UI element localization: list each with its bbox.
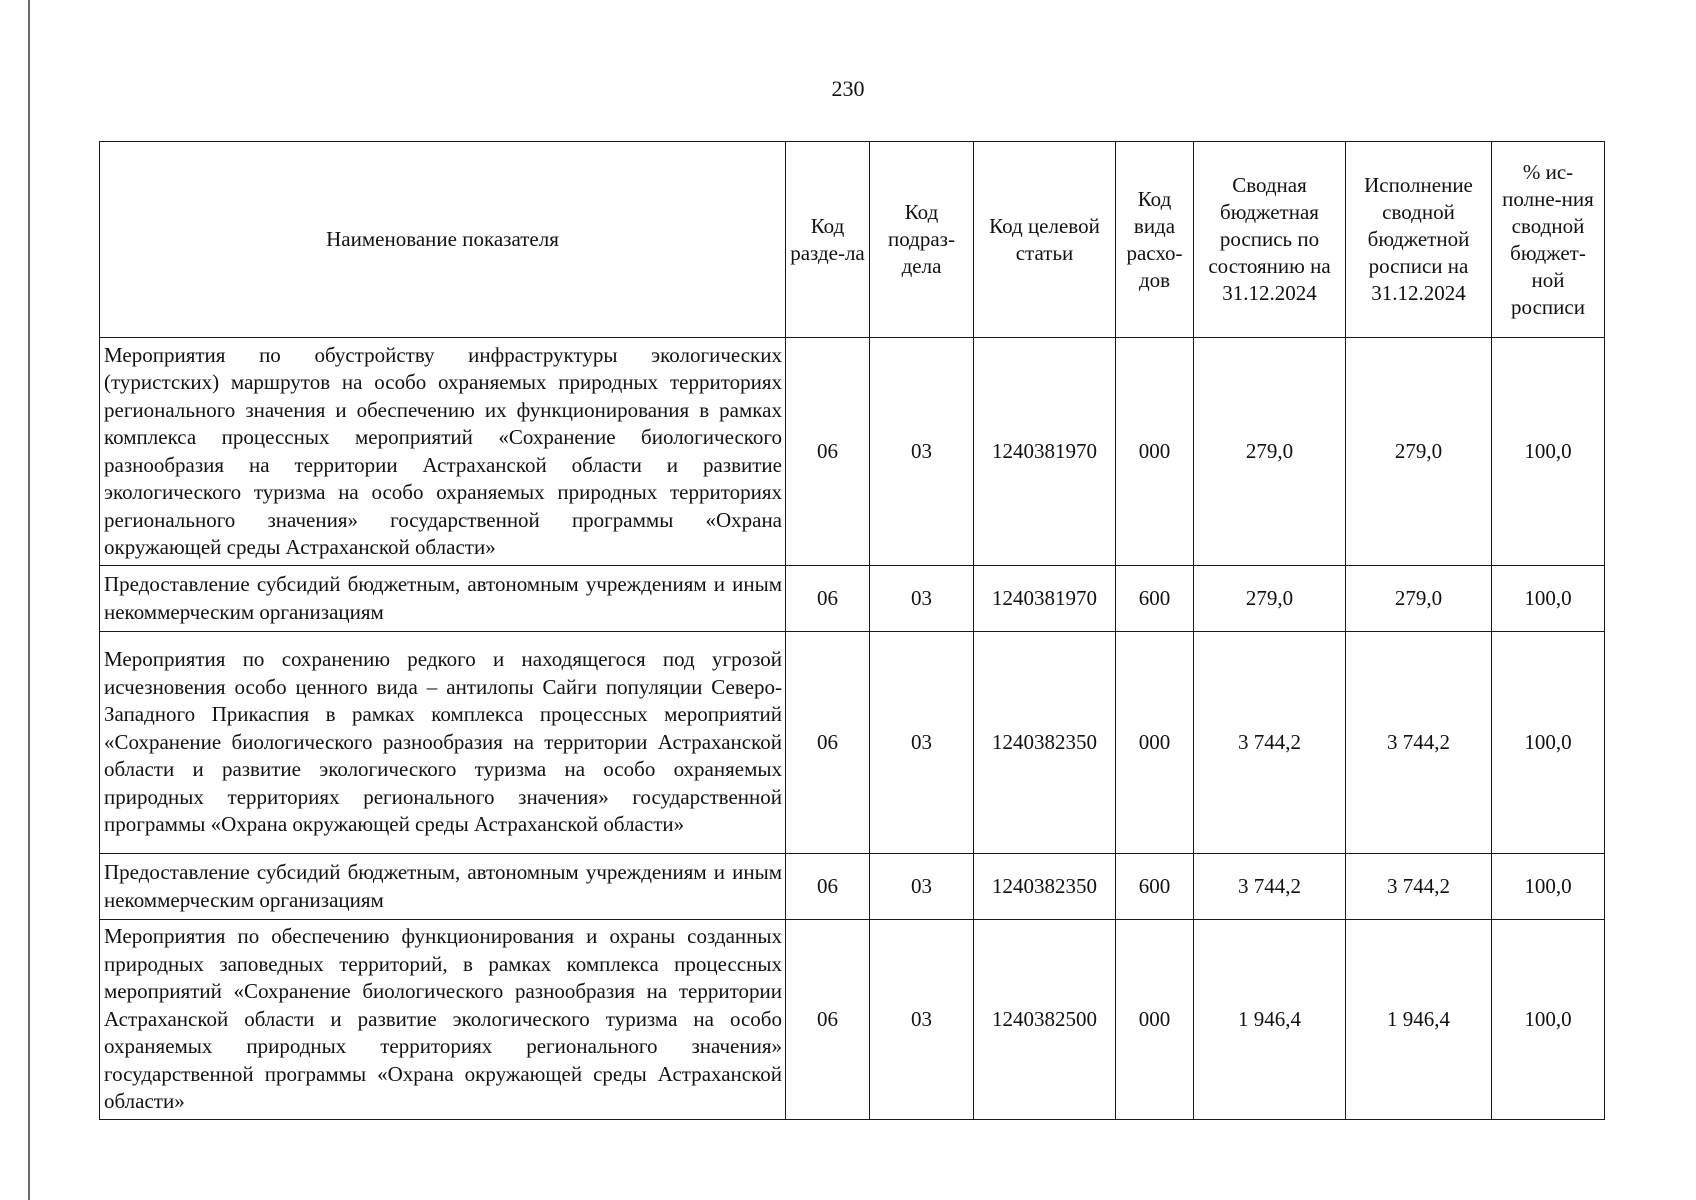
row-target-code: 1240381970 — [974, 566, 1116, 632]
row-name: Предоставление субсидий бюджетным, автономным учреждениям и иным некоммерческим организациям — [100, 566, 786, 632]
row-percent: 100,0 — [1492, 854, 1605, 920]
row-section-code: 06 — [786, 920, 870, 1120]
row-execution: 279,0 — [1346, 566, 1492, 632]
row-target-code: 1240382500 — [974, 920, 1116, 1120]
row-summary-budget: 279,0 — [1194, 338, 1346, 566]
row-execution: 3 744,2 — [1346, 632, 1492, 854]
row-percent: 100,0 — [1492, 338, 1605, 566]
table-row — [100, 338, 1605, 566]
table-row — [100, 920, 1605, 1120]
header-section-code: Код разде-ла — [786, 142, 870, 338]
row-subsection-code: 03 — [870, 632, 974, 854]
row-expense-type-code: 600 — [1116, 854, 1194, 920]
row-section-code: 06 — [786, 566, 870, 632]
table-row — [100, 632, 1605, 854]
header-percent: % ис-полне-ния сводной бюджет-ной росписи — [1492, 142, 1605, 338]
row-target-code: 1240382350 — [974, 632, 1116, 854]
row-expense-type-code: 600 — [1116, 566, 1194, 632]
row-summary-budget: 3 744,2 — [1194, 854, 1346, 920]
row-section-code: 06 — [786, 632, 870, 854]
table-header-row — [100, 142, 1605, 338]
row-summary-budget: 3 744,2 — [1194, 632, 1346, 854]
row-summary-budget: 279,0 — [1194, 566, 1346, 632]
row-section-code: 06 — [786, 854, 870, 920]
row-section-code: 06 — [786, 338, 870, 566]
row-target-code: 1240381970 — [974, 338, 1116, 566]
scan-edge-line — [28, 0, 30, 1200]
row-subsection-code: 03 — [870, 920, 974, 1120]
table-row — [100, 566, 1605, 632]
row-name: Предоставление субсидий бюджетным, автономным учреждениям и иным некоммерческим организациям — [100, 854, 786, 920]
header-execution: Исполнение сводной бюджетной росписи на 31.12.2024 — [1346, 142, 1492, 338]
row-name: Мероприятия по обустройству инфраструктуры экологических (туристских) маршрутов на особо охраняемых природных территориях регионального значения и обеспечению их функционирования в рамках комплекса процессных мероприятий «Сохранение биологического разнообразия на территории Астраханской области и развитие экологического туризма на особо охраняемых природных территориях регионального значения» государственной программы «Охрана окружающей среды Астраханской области» — [100, 338, 786, 566]
row-expense-type-code: 000 — [1116, 632, 1194, 854]
header-subsection-code: Код подраз-дела — [870, 142, 974, 338]
row-expense-type-code: 000 — [1116, 338, 1194, 566]
row-subsection-code: 03 — [870, 854, 974, 920]
header-name: Наименование показателя — [100, 142, 786, 338]
row-expense-type-code: 000 — [1116, 920, 1194, 1120]
header-expense-type-code: Код вида расхо-дов — [1116, 142, 1194, 338]
row-percent: 100,0 — [1492, 566, 1605, 632]
budget-execution-table — [99, 141, 1605, 1120]
row-execution: 1 946,4 — [1346, 920, 1492, 1120]
row-name: Мероприятия по сохранению редкого и находящегося под угрозой исчезновения особо ценного вида – антилопы Сайги популяции Северо-Западного Прикаспия в рамках комплекса процессных мероприятий «Сохранение биологического разнообразия на территории Астраханской области и развитие экологического туризма на особо охраняемых природных территориях регионального значения» государственной программы «Охрана окружающей среды Астраханской области» — [100, 632, 786, 854]
header-target-code: Код целевой статьи — [974, 142, 1116, 338]
header-summary-budget: Сводная бюджетная роспись по состоянию на 31.12.2024 — [1194, 142, 1346, 338]
row-summary-budget: 1 946,4 — [1194, 920, 1346, 1120]
row-percent: 100,0 — [1492, 920, 1605, 1120]
row-subsection-code: 03 — [870, 566, 974, 632]
row-name: Мероприятия по обеспечению функционирования и охраны созданных природных заповедных территорий, в рамках комплекса процессных мероприятий «Сохранение биологического разнообразия на территории Астраханской области и развитие экологического туризма на особо охраняемых природных территориях регионального значения» государственной программы «Охрана окружающей среды Астраханской области» — [100, 920, 786, 1120]
table-row — [100, 854, 1605, 920]
row-target-code: 1240382350 — [974, 854, 1116, 920]
page-number: 230 — [831, 76, 865, 101]
row-subsection-code: 03 — [870, 338, 974, 566]
row-execution: 3 744,2 — [1346, 854, 1492, 920]
row-execution: 279,0 — [1346, 338, 1492, 566]
row-percent: 100,0 — [1492, 632, 1605, 854]
